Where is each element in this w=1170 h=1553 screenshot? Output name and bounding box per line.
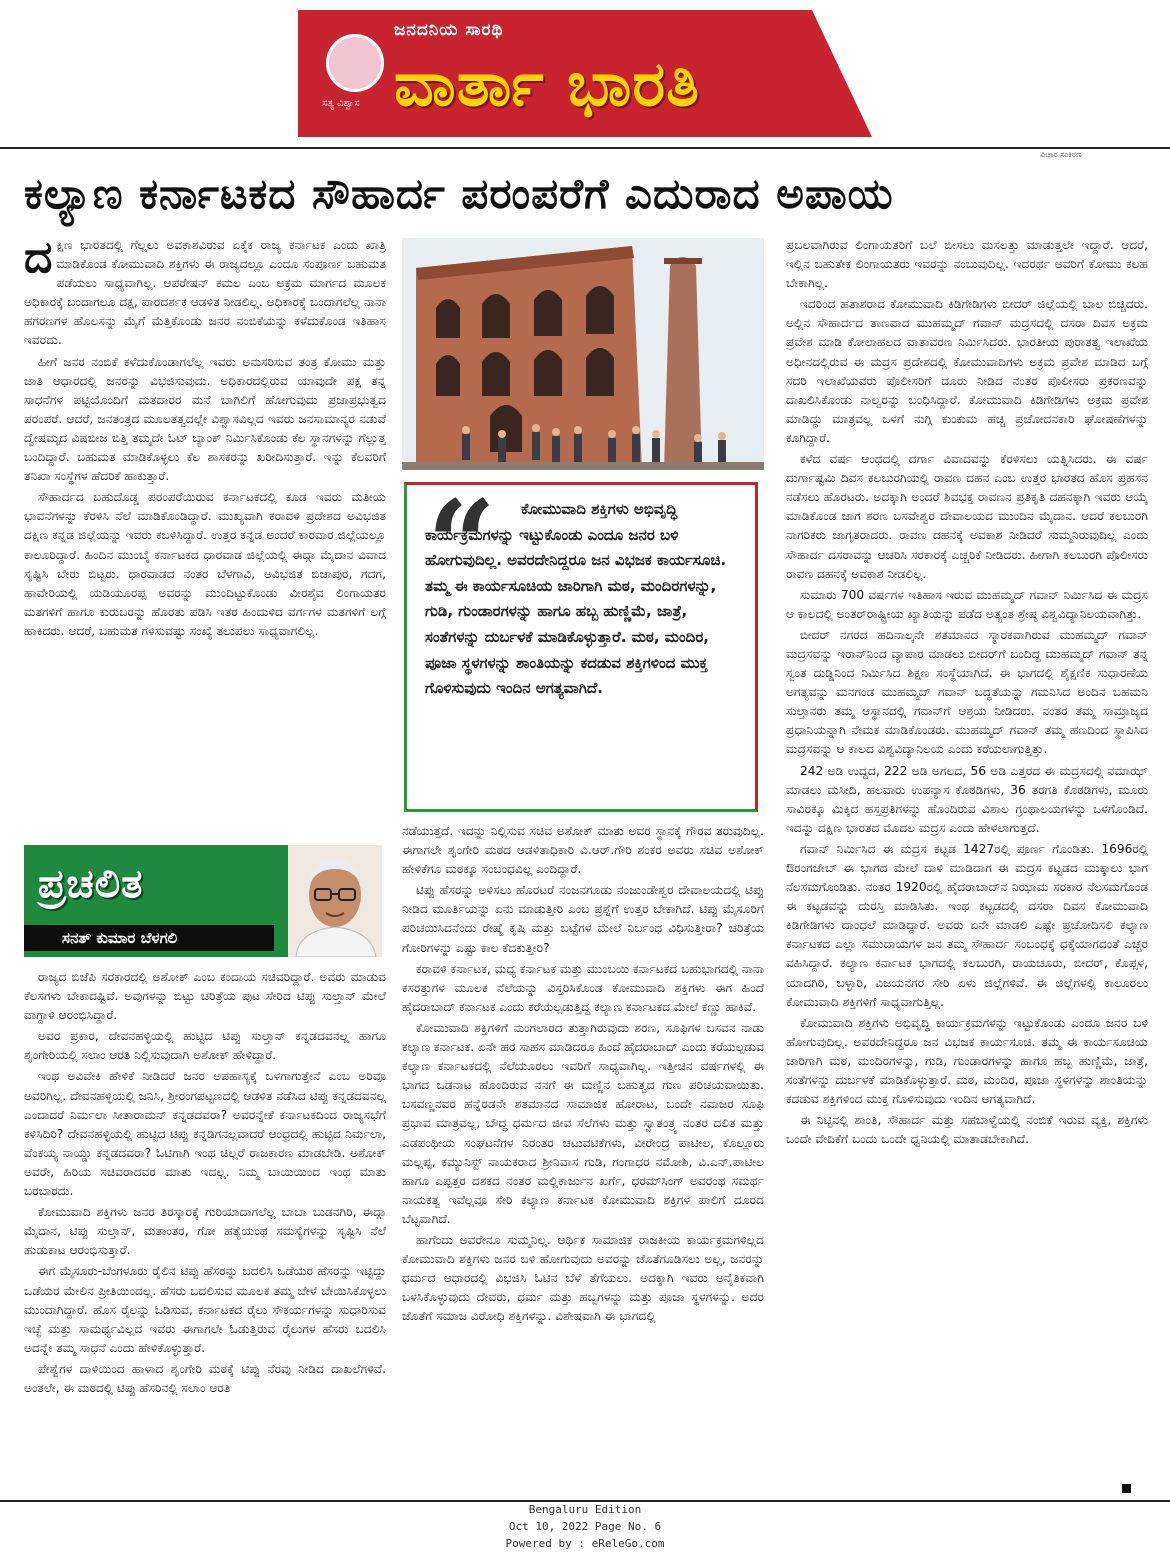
footer-date-page: Oct 10, 2022 Page No. 6	[508, 1520, 662, 1533]
paragraph: ಈಗ ಮೈಸೂರು-ಬೆಂಗಳೂರು ರೈಲಿನ ಟಿಪ್ಪು ಹೆಸರನ್ನು ಬದಲಿಸಿ ಒಡೆಯರ ಹೆಸರನ್ನು ಇಟ್ಟಿದ್ದು ಒಡೆಯರ ಮೇಲಿನ ಪ್ರೀತಿಯಿಂದಲ್ಲ. ಹೆಸರು ಬದಲಿಸುವ ಮೂಲಕ ತಮ್ಮ ಬೇಳೆ ಬೇಯಿಸಿಕೊಳ್ಳಲು ಮುಂದಾಗಿದ್ದಾರೆ. ಹೊಸ ರೈಲನ್ನು ಓಡಿಸುವ, ಕರ್ನಾಟಕದ ರೈಲು ಸೌಕರ್ಯಗಳನ್ನು ಸುಧಾರಿಸುವ ಇಚ್ಛೆ ಮತ್ತು ಸಾಮರ್ಥ್ಯವಿಲ್ಲದ ಇವರು ಈಗಾಗಲೇ ಓಡುತ್ತಿರುವ ರೈಲುಗಳ ಹೆಸರು ಬದಲಿಸಿ ಅದನ್ನೇ ತಮ್ಮ ಸಾಧನೆ ಎಂದು ಹೇಳಿಕೊಳ್ಳುತ್ತಾರೆ.	[24, 1264, 386, 1355]
column-author: ಸನತ್ ಕುಮಾರ ಬೆಳಗಲಿ	[62, 929, 178, 947]
section-tag: ವಿಚಾರ ಸಂಕಿರಣ	[1040, 150, 1082, 159]
article-end-mark	[1122, 1484, 1131, 1493]
masthead-tagline: ಜನದನಿಯ ಸಾರಥಿ	[394, 20, 504, 40]
paragraph: ಕ್ಷಿಣ ಭಾರತದಲ್ಲಿ ಗೆಲ್ಲಲು ಅವಕಾಶವಿರುವ ಏಕೈಕ ರಾಜ್ಯ ಕರ್ನಾಟಕ ಎಂದು ಖಾತ್ರಿ ಮಾಡಿಕೊಂಡ ಕೋಮುವಾದಿ ಶಕ್ತಿಗಳು ಈ ರಾಜ್ಯದಲ್ಲೂ ಎಂದೂ ಸಂಪೂರ್ಣ ಬಹುಮತ ಪಡೆಯಲು ಸಾಧ್ಯವಾಗಿಲ್ಲ. ಆಪರೇಷನ್ ಕಮಲ ಎಂಬ ಅಕ್ರಮ ಮಾರ್ಗದ ಮೂಲಕ ಅಧಿಕಾರಕ್ಕೆ ಬಂದಾಗಲೂ ದಕ್ಷ, ಪಾರದರ್ಶಕ ಆಡಳಿತ ನೀಡಲಿಲ್ಲ. ಅಧಿಕಾರಕ್ಕೆ ಬಂದಾಗಲೆಲ್ಲ ನಾನಾ ಹಗರಣಗಳ ಹೊಲಸನ್ನು ಮೈಗೆ ಮೆತ್ತಿಕೊಂಡು ಜನರ ನಂಬಿಕೆಯನ್ನು ಕಳೆದುಕೊಂಡ ಇತಿಹಾಸ ಇವರದು.	[24, 238, 386, 348]
globe-logo-icon	[326, 34, 384, 92]
paragraph: ಇಂಥ ಅವಿವೇಕಿ ಹೇಳಿಕೆ ನೀಡಿದರೆ ಜನರ ಅಪಹಾಸ್ಯಕ್ಕೆ ಒಳಗಾಗುತ್ತೇನೆ ಎಂಬ ಅರಿವೂ ಅವರಿಗಿಲ್ಲ. ದೇವನಹಳ್ಳಿಯಲ್ಲಿ ಜನಿಸಿ, ಶ್ರೀರಂಗಪಟ್ಟಣದಲ್ಲಿ ಆಡಳಿತ ನಡೆಸಿದ ಟಿಪ್ಪು ಕನ್ನಡದವನಲ್ಲ ಎಂದಾದರೆ ನಿರ್ಮಲಾ ಸೀತಾರಾಮನ್ ಕನ್ನಡದವರಾ? ಅವರನ್ನೇಕೆ ಕರ್ನಾಟಕದಿಂದ ರಾಜ್ಯಸಭೆಗೆ ಕಳಿಸಿದಿರಿ? ದೇವನಹಳ್ಳಿಯಲ್ಲಿ ಹುಟ್ಟಿದ ಟಿಪ್ಪು ಕನ್ನಡಿಗನಲ್ಲವಾದರೆ ಆಂಧ್ರದಲ್ಲಿ ಹುಟ್ಟಿದ ನಿರ್ಮಲಾ, ವೆಂಕಯ್ಯ ನಾಯ್ಡು ಕನ್ನಡದವರಾ? ಓಟಿಗಾಗಿ ಇಂಥ ಚಿಲ್ಲರೆ ರಾಜಕಾರಣ ಮಾಡಬೇಡಿ. ಅಶೋಕ್ ಅವರೇ, ಹಿರಿಯ ಸಚಿವರಾದವರ ಮಾತು ಇದಲ್ಲ. ನಿಮ್ಮ ಬಾಯಿಯಿಂದ ಇಂಥ ಮಾತು ಬರಬಾರದು.	[24, 1069, 386, 1199]
footer-divider	[0, 1500, 1170, 1502]
header-divider	[0, 147, 1170, 149]
masthead-logo	[298, 10, 872, 137]
paragraph: ಟಿಪ್ಪು ಹೆಸರನ್ನು ಅಳಿಸಲು ಹೊರಟರೆ ನಂಜನಗೂಡು ನಂಜುಂಡೇಶ್ವರ ದೇವಾಲಯದಲ್ಲಿ ಟಿಪ್ಪು ನೀಡಿದ ಮೂರ್ತಿಯನ್ನು ಏನು ಮಾಡುತ್ತೀರಿ ಎಂಬ ಪ್ರಶ್ನೆಗೆ ಉತ್ತರ ಬೇಕಾಗಿದೆ. ಟಿಪ್ಪು ಮೈಸೂರಿಗೆ ಪರಿಚಯಿಸಿದನೆಂದು ರೇಷ್ಮೆ ಕೃಷಿ ಮತ್ತು ಬಟ್ಟೆಗಳ ಮೇಲೆ ನಿರ್ಬಂಧ ವಿಧಿಸುತ್ತೀರಾ? ಚರಿತ್ರೆಯ ಗೋರಿಗಳನ್ನು ಎಷ್ಟು ಕಾಲ ಕೆದಕುತ್ತೀರಿ?	[402, 883, 764, 955]
paragraph: 242 ಅಡಿ ಉದ್ದದ, 222 ಅಡಿ ಅಗಲದ, 56 ಅಡಿ ಎತ್ತರದ ಈ ಮದ್ರಸದಲ್ಲಿ ನಮಾಝ್ ಮಾಡಲು ಮಸೀದಿ, ಹಲವಾರು ಉಪನ್ಯಾಸ ಕೊಠಡಿಗಳು, 36 ತರಗತಿ ಕೊಠಡಿಗಳು, ಮೂರು ಸಾವಿರಕ್ಕೂ ಮಿಕ್ಕಿದ ಹಸ್ತಪ್ರತಿಗಳನ್ನು ಹೊಂದಿರುವ ವಿಶಾಲ ಗ್ರಂಥಾಲಯಗಳನ್ನು ಒಳಗೊಂಡಿದೆ. ಇದನ್ನು ದಕ್ಷಿಣ ಭಾರತದ ಮೊದಲ ಮದ್ರಸ ಎಂದು ಹೇಳಲಾಗುತ್ತದೆ.	[786, 763, 1148, 835]
paragraph: ಸೌಹಾರ್ದದ ಬಹುದೊಡ್ಡ ಪರಂಪರೆಯಿರುವ ಕರ್ನಾಟಕದಲ್ಲಿ ಕೂಡ ಇವರು ಮತೀಯ ಭಾವನೆಗಳನ್ನು ಕೆರಳಿಸಿ ನೆಲೆ ಮಾಡಿಕೊಂಡಿದ್ದಾರೆ. ಮುಖ್ಯವಾಗಿ ಕರಾವಳಿ ಪ್ರದೇಶದ ಅವಿಭಜಿತ ದಕ್ಷಿಣ ಕನ್ನಡ ಜಿಲ್ಲೆಯನ್ನು ಇವರು ಕಬಳಿಸಿದ್ದಾರೆ. ಉತ್ತರ ಕನ್ನಡ ಅಂದರೆ ಕಾರವಾರ ಜಿಲ್ಲೆಯಲ್ಲೂ ಕಾಲೂರಿದ್ದಾರೆ. ಹಿಂದಿನ ಮುಂಬೈ ಕರ್ನಾಟಕದ ಧಾರವಾಡ ಜಿಲ್ಲೆಯಲ್ಲಿ ಈದ್ಗಾ ಮೈದಾನ ವಿವಾದ ಸೃಷ್ಟಿಸಿ ಬೇರು ಬಿಟ್ಟರು. ಧಾರವಾಡದ ನಂತರ ಬೆಳಗಾವಿ, ಅವಿಭಜಿತ ಬಿಜಾಪುರ, ಗದಗ, ಹಾವೇರಿಯಲ್ಲಿ ಯಡಿಯೂರಪ್ಪ ಅವರನ್ನು ಮುಂದಿಟ್ಟುಕೊಂಡು ವೀರಶೈವ ಲಿಂಗಾಯತರ ಮತಗಳಿಗೆ ಹಾಗೂ ಕುರುಬರನ್ನು ಹೊರತು ಪಡಿಸಿ ಇತರ ಹಿಂದುಳಿದ ವರ್ಗಗಳ ಮತಗಳಿಗೆ ಲಗ್ಗೆ ಹಾಕಿದರು. ಆದರೆ, ಬಹುಮತ ಗಳಿಸುವಷ್ಟು ಸಂಖ್ಯೆ ತಲುಪಲು ಸಾಧ್ಯವಾಗಲಿಲ್ಲ.	[24, 490, 386, 638]
pull-quote-text: ಕೋಮುವಾದಿ ಶಕ್ತಿಗಳು ಅಭಿವೃದ್ಧಿ ಕಾರ್ಯಕ್ರಮಗಳನ್ನು ಇಟ್ಟುಕೊಂಡು ಎಂದೂ ಜನರ ಬಳಿ ಹೋಗುವುದಿಲ್ಲ. ಅವರದೇನಿದ್ದರೂ ಜನ ವಿಭಜಕ ಕಾರ್ಯಸೂಚಿ. ತಮ್ಮ ಈ ಕಾರ್ಯಸೂಚಿಯ ಜಾರಿಗಾಗಿ ಮಠ, ಮಂದಿರಗಳನ್ನು, ಗುಡಿ, ಗುಂಡಾರಗಳನ್ನು ಹಾಗೂ ಹಬ್ಬ ಹುಣ್ಣಿಮೆ, ಜಾತ್ರೆ, ಸಂತೆಗಳನ್ನು ದುರ್ಬಳಕೆ ಮಾಡಿಕೊಳ್ಳುತ್ತಾರೆ. ಮಠ, ಮಂದಿರ, ಪೂಜಾ ಸ್ಥಳಗಳನ್ನು ಶಾಂತಿಯನ್ನು ಕದಡುವ ಶಕ್ತಿಗಳಿಂದ ಮುಕ್ತ ಗೊಳಿಸುವುದು ಇಂದಿನ ಅಗತ್ಯವಾಗಿದೆ.	[425, 500, 727, 698]
article-column-1-bottom	[24, 968, 386, 1498]
paragraph: ಅವರ ಪ್ರಕಾರ, ದೇವನಹಳ್ಳಿಯಲ್ಲಿ ಹುಟ್ಟಿದ ಟಿಪ್ಪು ಸುಲ್ತಾನ್ ಕನ್ನಡದವನಲ್ಲ ಹಾಗೂ ಶೃಂಗೇರಿಯಲ್ಲಿ ಸಲಾಂ ಆರತಿ ನಿಲ್ಲಿಸುವುದಾಗಿ ಅಶೋಕ್ ಹೇಳಿದ್ದಾರೆ.	[24, 1029, 386, 1063]
paragraph: ಬೀದರ್ ನಗರದ ಹದಿನಾಲ್ಕನೇ ಶತಮಾನದ ಸ್ಮಾರಕವಾಗಿರುವ ಮುಹಮ್ಮದ್ ಗವಾನ್ ಮದ್ರಸವನ್ನು ಇರಾನ್‌ನಿಂದ ವ್ಯಾಪಾರ ಮಾಡಲು ಬೀದರ್‌ಗೆ ಬಂದಿದ್ದ ಮುಹಮ್ಮದ್ ಗವಾನ್ ತನ್ನ ಸ್ವಂತ ದುಡ್ಡಿನಿಂದ ನಿರ್ಮಿಸಿದ ಶಿಕ್ಷಣ ಸಂಸ್ಥೆಯಾಗಿದೆ. ಈ ಭಾಗದಲ್ಲಿ ಶೈಕ್ಷಣಿಕ ಸುಧಾರಣೆಯ ಅಗತ್ಯವನ್ನು ಮನಗಂಡ ಮುಹಮ್ಮದ್ ಗವಾನ್ ಬದ್ಧತೆಯನ್ನು ಗಮನಿಸಿದ ಅಂದಿನ ಬಹಮನಿ ಸುಲ್ತಾನರು ತಮ್ಮ ಆಸ್ಥಾನದಲ್ಲಿ ಗವಾನ್‌ಗೆ ಆಶ್ರಯ ನೀಡಿದರು. ನಂತರ ತಮ್ಮ ಸಾಮ್ರಾಜ್ಯದ ಪ್ರಧಾನಿಯನ್ನಾಗಿ ನೇಮಕ ಮಾಡಿಕೊಂಡರು. ಮುಹಮ್ಮದ್ ಗವಾನ್ ತಮ್ಮ ಹಣದಿಂದ ಸ್ಥಾಪಿಸಿದ ಮದ್ರಸವನ್ನು ಆ ಕಾಲದ ವಿಶ್ವವಿದ್ಯಾನಿಲಯ ಎಂದು ಕರೆಯಲಾಗುತ್ತಿತ್ತು.	[786, 627, 1148, 757]
author-portrait	[288, 845, 382, 957]
paragraph: ಸುಮಾರು 700 ವರ್ಷಗಳ ಇತಿಹಾಸ ಇರುವ ಮುಹಮ್ಮದ್ ಗವಾನ್ ನಿರ್ಮಿಸಿದ ಈ ಮದ್ರಸ ಆ ಕಾಲದಲ್ಲಿ ಅಂತರ್‌ರಾಷ್ಟ್ರೀಯ ಖ್ಯಾತಿಯನ್ನು ಪಡೆದ ಅತ್ಯಂತ ಶ್ರೇಷ್ಠ ವಿಶ್ವವಿದ್ಯಾನಿಲಯವಾಗಿತ್ತು.	[786, 587, 1148, 621]
paragraph: ಪ್ರಬಲವಾಗಿರುವ ಲಿಂಗಾಯತರಿಗೆ ಬಲೆ ಬೀಸಲು ಮಸಲತ್ತು ಮಾಡುತ್ತಲೇ ಇದ್ದಾರೆ. ಆದರೆ, ಇಲ್ಲಿನ ಬಹುತೇಕ ಲಿಂಗಾಯತರು ಇವರನ್ನು ನಂಬುವುದಿಲ್ಲ. ಇದರರ್ಥ ಅವರಿಗೆ ಕೋಮು ಕಲಹ ಬೇಕಾಗಿಲ್ಲ.	[786, 238, 1148, 291]
footer-edition: Bengaluru Edition	[528, 1503, 642, 1516]
paragraph: ಪೇಶ್ವೆಗಳ ದಾಳಿಯಿಂದ ಹಾಳಾದ ಶೃಂಗೇರಿ ಮಠಕ್ಕೆ ಟಿಪ್ಪು ನೆರವು ನೀಡಿದ ದಾಖಲೆಗಳಿವೆ. ಅಂತಲೇ, ಈ ಮಠದಲ್ಲಿ ಟಿಪ್ಪು ಹೆಸರಿನಲ್ಲಿ ಸಲಾಂ ಆರತಿ	[24, 1361, 386, 1395]
footer-powered-by-link[interactable]: Powered by : eReleGo.com	[505, 1537, 665, 1550]
column-title: ಪ್ರಚಲಿತ	[38, 861, 144, 907]
paragraph: ಕೋಮುವಾದಿ ಶಕ್ತಿಗಳಿಗೆ ನುಂಗಲಾರದ ತುತ್ತಾಗಿರುವುದು ಶರಣ, ಸೂಫಿಗಳ ಬಸವನ ನಾಡು ಕಲ್ಯಾಣ ಕರ್ನಾಟಕ. ಏನೇ ಹರ ಸಾಹಸ ಮಾಡಿದರೂ ಹಿಂದೆ ಹೈದರಾಬಾದ್ ಎಂದು ಕರೆಯಲ್ಪಡುವ ಕಲ್ಯಾಣ ಕರ್ನಾಟಕದಲ್ಲಿ ನೆಲೆಯೂರಲು ಇವರಿಗೆ ಸಾಧ್ಯವಾಗಿಲ್ಲ. ಇತ್ತೀಚಿನ ವರ್ಷಗಳಲ್ಲಿ ಈ ಭಾಗದ ಒಡನಾಟ ಹೊಂದಿರುವ ನನಗೆ ಈ ಮಣ್ಣಿನ ಬಹುತ್ವದ ಗುಣ ಪರಿಚಯವಾಯಿತು. ಬಸವಣ್ಣನವರ ಹನ್ನೆರಡನೇ ಶತಮಾನದ ಸಾಮಾಜಿಕ ಹೋರಾಟ, ಬಂದೇ ನವಾಜರ ಸೂಫಿ ಪ್ರಭಾವ ಮಾತ್ರವಲ್ಲ, ಬೌದ್ಧ ಧರ್ಮದ ಜೀವ ಸೆಲೆಗಳು ಮತ್ತು ಸ್ವಾತಂತ್ರ್ಯ ನಂತರ ದಲಿತ ಮತ್ತು ಎಡಪಂಥೀಯ ಸಂಘಟನೆಗಳ ನಿರಂತರ ಚಟುವಟಿಕೆಗಳು, ವೀರೇಂದ್ರ ಪಾಟೀಲ, ಕೊಲ್ಲೂರು ಮಲ್ಲಪ್ಪ, ಕಮ್ಯುನಿಸ್ಟ್ ನಾಯಕರಾದ ಶ್ರೀನಿವಾಸ ಗುಡಿ, ಗಂಗಾಧರ ನಮೋಶಿ, ವಿ.ಎನ್.ಪಾಟೀಲ ಹಾಗೂ ಎಪ್ಪತ್ತರ ದಶಕದ ನಂತರ ಮಲ್ಲಿಕಾರ್ಜುನ ಖರ್ಗೆ, ಧರಮ್‌ಸಿಂಗ್ ಅವರಂಥ ಸಮರ್ಥ ನಾಯಕತ್ವ ಇವೆಲ್ಲವೂ ಸೇರಿ ಕಲ್ಯಾಣ ಕರ್ನಾಟಕ ಕೋಮುವಾದಿ ಶಕ್ತಿಗಳ ಪಾಲಿಗೆ ದೂರದ ಬೆಟ್ಟವಾಗಿದೆ.	[402, 1020, 764, 1226]
paragraph: ಹಾಗೆಂದು ಅವರೇನೂ ಸುಮ್ಮನಿಲ್ಲ. ಆರ್ಥಿಕ ಸಾಮಾಜಿಕ ರಾಜಕೀಯ ಕಾರ್ಯಕ್ರಮಗಳಿಲ್ಲದ ಕೋಮುವಾದಿ ಶಕ್ತಿಗಳು ಜನರ ಬಳಿ ಹೋಗುವುದು ಅವರನ್ನು ಜೊತೆಗೂಡಿಸಲು ಅಲ್ಲ, ಜನರನ್ನು ಧರ್ಮದ ಆಧಾರದಲ್ಲಿ ವಿಭಜಿಸಿ ಓಟಿನ ಬೆಳೆ ತೆಗೆಯಲು. ಅದಕ್ಕಾಗಿ ಇವರು ಅನೈತಿಕವಾಗಿ ಬಳಸಿಕೊಳ್ಳುವುದು ದೇವರು, ಧರ್ಮ ಮತ್ತು ಹಬ್ಬಗಳನ್ನು ಮತ್ತು ಪೂಜಾ ಸ್ಥಳಗಳನ್ನು. ಅದರ ಜೊತೆಗೆ ಸಮಾಜ ವಿರೋಧಿ ಶಕ್ತಿಗಳನ್ನು. ವಿಶೇಷವಾಗಿ ಈ ಭಾಗದಲ್ಲಿ	[402, 1232, 764, 1324]
drop-cap: ದ	[24, 236, 53, 283]
article-headline: ಕಲ್ಯಾಣ ಕರ್ನಾಟಕದ ಸೌಹಾರ್ದ ಪರಂಪರೆಗೆ ಎದುರಾದ ಅಪಾಯ	[24, 169, 894, 218]
paragraph: ಹೀಗೆ ಜನರ ನಂಬಿಕೆ ಕಳೆದುಕೊಂಡಾಗಲೆಲ್ಲ ಇವರು ಅನುಸರಿಸುವ ತಂತ್ರ ಕೋಮು ಮತ್ತು ಜಾತಿ ಆಧಾರದಲ್ಲಿ ಜನರನ್ನು ವಿಭಜಿಸುವುದು. ಅಧಿಕಾರದಲ್ಲಿರುವ ಯಾವುದೇ ಪಕ್ಷ ತನ್ನ ಸಾಧನೆಗಳ ಪಟ್ಟಿಯೊಂದಿಗೆ ಮತದಾರರ ಮನೆ ಬಾಗಿಲಿಗೆ ಹೋಗುವುದು ಪ್ರಜಾಪ್ರಭುತ್ವದ ಪರಂಪರೆ. ಆದರೆ, ಜನತಂತ್ರದ ಮೂಲತತ್ವದಲ್ಲೇ ವಿಶ್ವಾಸವಿಲ್ಲದ ಇವರು ಜನಸಾಮಾನ್ಯರ ನಡುವೆ ದ್ವೇಷಮೃದ ವಿಷಬೀಜ ಬಿತ್ತಿ ತಮ್ಮದೇ ಓಟ್ ಬ್ಯಾಂಕ್ ನಿರ್ಮಿಸಿಕೊಂಡು ಕೆಲ ಸ್ಥಾನಗಳನ್ನು ಗೆಲ್ಲುತ್ತ ಬಂದಿದ್ದಾರೆ. ಬಹುಮತ ಮಾಡಿಕೊಳ್ಳಲು ಕೆಲ ಶಾಸಕರನ್ನು ಖರೀದಿಸುತ್ತಾರೆ. ಇನ್ನು ಕೆಲವರಿಗೆ ತನಿಖಾ ಸಂಸ್ಥೆಗಳ ಹೆದರಿಕೆ ಹಾಕುತ್ತಾರೆ.	[24, 354, 386, 484]
paragraph: ಈ ನಿಟ್ಟಿನಲ್ಲಿ ಶಾಂತಿ, ಸೌಹಾರ್ದ ಮತ್ತು ಸಹಬಾಳ್ವೆಯಲ್ಲಿ ನಂಬಿಕೆ ಇರುವ ವ್ಯಕ್ತಿ, ಶಕ್ತಿಗಳು ಒಂದೇ ವೇದಿಕೆಗೆ ಬಂದು ಒಂದೇ ಧ್ವನಿಯಲ್ಲಿ ಮಾತಾಡಬೇಕಾಗಿದೆ.	[786, 1113, 1148, 1147]
article-column-1-top	[24, 236, 386, 828]
paragraph: ಕಳೆದ ವರ್ಷ ಆಂಧದಲ್ಲಿ ದರ್ಗಾ ವಿವಾದವನ್ನು ಕೆರಳಿಸಲು ಯತ್ನಿಸಿದರು. ಈ ವರ್ಷ ದುರ್ಗಾಷ್ಟಮಿ ದಿವಸ ಕಲಬುರಗಿಯಲ್ಲಿ ರಾವಣ ದಹನ ಎಂಬ ಉತ್ತರ ಭಾರತದ ಹೊಸ ಪ್ರಹಸನ ನಡೆಸಲು ಹೊರಟರು. ಅದಕ್ಕಾಗಿ ಅಂದರೆ ಶಿವಭಕ್ತ ರಾವಣನ ಪ್ರತಿಕೃತಿ ದಹನಕ್ಕಾಗಿ ಇವರು ಆಯ್ಕೆ ಮಾಡಿಕೊಂಡ ಜಾಗ ಶರಣ ಬಸವೇಶ್ವರ ದೇವಾಲಯದ ಮುಂದಿನ ಮೈದಾನ. ಆದರೆ ಕಲಬುರಗಿ ನಾಗರಿಕರು ಜಾಗೃತರಾದರು. ರಾವಣ ದಹನಕ್ಕೆ ಅವಕಾಶ ನೀಡಿದರೆ ಸುಮ್ಮನಿರುವುದಿಲ್ಲ ಎಂದು ಸೌಹಾರ್ದ ದಸರಾವನ್ನು ಆಚರಿಸಿ ಸರಕಾರಕ್ಕೆ ಎಚ್ಚರಿಕೆ ನೀಡಿದರು. ಹೀಗಾಗಿ ಕಲಬುರಗಿ ಪೊಲೀಸರು ರಾವಣ ದಹನಕ್ಕೆ ಅವಕಾಶ ನೀಡಲಿಲ್ಲ.	[786, 452, 1148, 581]
paragraph: ಗವಾನ್ ನಿರ್ಮಿಸಿದ ಈ ಮದ್ರಸ ಕಟ್ಟಡ 1427ರಲ್ಲಿ ಪೂರ್ಣ ಗೊಂಡಿತು. 1696ರಲ್ಲಿ ಔರಂಗಜೇಬ್ ಈ ಭಾಗದ ಮೇಲೆ ದಾಳಿ ಮಾಡಿದಾಗ ಈ ಮದ್ರಸ ಕಟ್ಟಡದ ಮುಕ್ಕಾಲು ಭಾಗ ನೆಲಸಮಗೊಂಡಿತು. ನಂತರ 1920ರಲ್ಲಿ ಹೈದರಾಬಾದ್‌ನ ನಿಝಾಮ ಸರಕಾರ ನೆಲಸಮಗೊಂಡ ಈ ಕಟ್ಟಡವನ್ನು ದುರಸ್ತಿ ಮಾಡಿಸಿತು. ಇಂಥ ಕಟ್ಟಡದಲ್ಲಿ ದಸರಾ ದಿವಸ ಕೋಮುವಾದಿ ಕಿಡಿಗೇಡಿಗಳು ದಾಂಧಲೆ ಮಾಡಿದ್ದಾರೆ. ಅವರು ಏನೇ ಮಾಡಲಿ ಎಷ್ಟೇ ಪ್ರಚೋದಿಸಲಿ ಕಲ್ಯಾಣ ಕರ್ನಾಟಕದ ಎಲ್ಲಾ ಸಮುದಾಯಗಳ ಜನ ತಮ್ಮ ಸೌಹಾರ್ದ ಸಂಬಂಧಕ್ಕೆ ಧಕ್ಕೆಯಾಗದಂತೆ ಎಚ್ಚರ ವಹಿಸಿದ್ದಾರೆ. ಕಲ್ಯಾಣ ಕರ್ನಾಟಕ ಭಾಗದಲ್ಲಿ ಕಲಬುರಗಿ, ರಾಯಚೂರು, ಬೀದರ್, ಕೊಪ್ಪಳ, ಯಾದಗಿರಿ, ಬಳ್ಳಾರಿ, ವಿಜಯನಗರ ಸೇರಿ ಏಳು ಜಿಲ್ಲೆಗಳಿವೆ. ಈ ಜಿಲ್ಲೆಗಳಲ್ಲಿ ಕಾಲೂರಲು ಕೋಮುವಾದಿ ಶಕ್ತಿಗಳಿಗೆ ಸಾಧ್ಯವಾಗುತ್ತಿಲ್ಲ.	[786, 841, 1148, 1009]
paragraph: ಇದರಿಂದ ಹತಾಶರಾದ ಕೋಮುವಾದಿ ಕಿಡಿಗೇಡಿಗಳು ಬೀದರ್ ಜಿಲ್ಲೆಯಲ್ಲಿ ಬಾಲ ಬಿಚ್ಚಿದರು. ಅಲ್ಲಿನ ಸೌಹಾರ್ದದ ತಾಣವಾದ ಮುಹಮ್ಮದ್ ಗವಾನ್ ಮದ್ರಸದಲ್ಲಿ ದಸರಾ ದಿವಸ ಅಕ್ರಮ ಪ್ರವೇಶ ಮಾಡಿ ಕೋಲಾಹಲದ ವಾತಾವರಣ ನಿರ್ಮಿಸಿದರು. ಭಾರತೀಯ ಪುರಾತತ್ವ ಇಲಾಖೆಯ ಅಧೀನದಲ್ಲಿರುವ ಈ ಮದ್ರಸ ಪ್ರದೇಶದಲ್ಲಿ ಕೋಮುವಾದಿಗಳು ಅಕ್ರಮ ಪ್ರವೇಶ ಮಾಡಿದ ಬಗ್ಗೆ ಸದರಿ ಇಲಾಖೆಯವರು ಪೊಲೀಸರಿಗೆ ದೂರು ನೀಡಿದ ನಂತರ ಪೊಲೀಸರು ಪ್ರಕರಣವನ್ನು ದಾಖಲಿಸಿಕೊಂಡು ನಾಲ್ವರನ್ನು ಬಂಧಿಸಿದ್ದಾರೆ. ಕೋಮುವಾದಿ ಕಿಡಿಗೇಡಿಗಳು ಅಕ್ರಮ ಪ್ರವೇಶ ಮಾಡಿದ್ದು ಮಾತ್ರವಲ್ಲ ಒಳಗೆ ನುಗ್ಗಿ ಕುಂಕುಮ ಹಚ್ಚಿ ಪ್ರಚೋದನಕಾರಿ ಘೋಷಣೆಗಳನ್ನು ಕೂಗಿದ್ದಾರೆ.	[786, 297, 1148, 445]
paragraph: ನಡೆಯುತ್ತದೆ. ಇದನ್ನು ನಿಲ್ಲಿಸುವ ಸಚಿವ ಅಶೋಕ್ ಮಾತು ಅವರ ಸ್ಥಾನಕ್ಕೆ ಗೌರವ ತರುವುದಿಲ್ಲ. ಈಗಾಗಲೇ ಶೃಂಗೇರಿ ಮಠದ ಆಡಳಿತಾಧಿಕಾರಿ ವಿ.ಆರ್.ಗೌರಿ ಶಂಕರ ಅವರು ಸಚಿವ ಅಶೋಕ್ ಹೇಳಿಕೆಗೂ ಮಠಕ್ಕೂ ಸಂಬಂಧವಿಲ್ಲ ಎಂದಿದ್ದಾರೆ.	[402, 824, 764, 877]
paragraph: ರಾಜ್ಯದ ಬಿಜೆಪಿ ಸರಕಾರದಲ್ಲಿ ಅಶೋಕ್ ಎಂಬ ಕಂದಾಯ ಸಚಿವರಿದ್ದಾರೆ. ಅವರು ಮಾಡುವ ಕೆಲಸಗಳು ಬೇಕಾದಷ್ಟಿವೆ. ಅವುಗಳನ್ನು ಬಿಟ್ಟು ಚರಿತ್ರೆಯ ಪುಟ ಸೇರಿದ ಟಿಪ್ಪು ಸುಲ್ತಾನ್ ಮೇಲೆ ವಾಗ್ದಾಳಿ ಆರಂಭಿಸಿದ್ದಾರೆ.	[24, 970, 386, 1023]
column-banner	[24, 845, 382, 957]
article-column-2	[402, 822, 764, 1498]
article-column-3	[786, 236, 1148, 1498]
madrasa-photo	[402, 238, 764, 470]
quote-mark-icon: “	[427, 474, 497, 615]
pull-quote-box	[404, 474, 758, 812]
paragraph: ಕೋಮುವಾದಿ ಶಕ್ತಿಗಳು ಅಭಿವೃದ್ಧಿ ಕಾರ್ಯಕ್ರಮಗಳನ್ನು ಇಟ್ಟುಕೊಂಡು ಎಂದೂ ಜನರ ಬಳಿ ಹೋಗುವುದಿಲ್ಲ. ಅವರದೇನಿದ್ದರೂ ಜನ ವಿಭಜಕ ಕಾರ್ಯಸೂಚಿ. ತಮ್ಮ ಈ ಕಾರ್ಯಸೂಚಿಯ ಜಾರಿಗಾಗಿ ಮಠ, ಮಂದಿರಗಳನ್ನು, ಗುಡಿ, ಗುಂಡಾರಗಳನ್ನು ಹಾಗೂ ಹಬ್ಬ ಹುಣ್ಣಿಮೆ, ಜಾತ್ರೆ, ಸಂತೆಗಳನ್ನು ದುರ್ಬಳಕೆ ಮಾಡಿಕೊಳ್ಳುತ್ತಾರೆ. ಮಠ, ಮಂದಿರ, ಪೂಜಾ ಸ್ಥಳಗಳನ್ನು ಶಾಂತಿಯನ್ನು ಕದಡುವ ಶಕ್ತಿಗಳಿಂದ ಮುಕ್ತ ಗೊಳಿಸುವುದು ಇಂದಿನ ಅಗತ್ಯವಾಗಿದೆ.	[786, 1015, 1148, 1107]
logo-motto: ಸತ್ಯ ವಿಶ್ವಾಸ	[322, 98, 360, 109]
paragraph: ಕರಾವಳಿ ಕರ್ನಾಟಕ, ಮಧ್ಯ ಕರ್ನಾಟಕ ಮತ್ತು ಮುಂಬಯಿ ಕರ್ನಾಟಕದ ಬಹುಭಾಗದಲ್ಲಿ ನಾನಾ ಕಸರತ್ತುಗಳ ಮೂಲಕ ನೆಲೆಯನ್ನು ವಿಸ್ತರಿಸಿಕೊಂಡ ಕೋಮುವಾದಿ ಶಕ್ತಿಗಳು ಈಗ ಹಿಂದೆ ಹೈದರಾಬಾದ್ ಕರ್ನಾಟಕ ಎಂದು ಕರೆಯಲ್ಪಡುತ್ತಿದ್ದ ಕಲ್ಯಾಣ ಕರ್ನಾಟಕದ ಮೇಲೆ ಕಣ್ಣು ಹಾಕಿವೆ.	[402, 961, 764, 1014]
paragraph: ಕೋಮುವಾದಿ ಶಕ್ತಿಗಳು ಜನರ ತಿರಸ್ಕಾರಕ್ಕೆ ಗುರಿಯಾದಾಗಲೆಲ್ಲ ಬಾಬಾ ಬುಡನಗಿರಿ, ಈದ್ಗಾ ಮೈದಾನ, ಟಿಪ್ಪು ಸುಲ್ತಾನ್, ಮತಾಂತರ, ಗೋ ಹತ್ಯೆಯಂಥ ಸಮಸ್ಯೆಗಳನ್ನು ಸೃಷ್ಟಿಸಿ ನೆಲೆ ಹುಡುಕಾಟ ಆರಂಭಿಸುತ್ತಾರೆ.	[24, 1205, 386, 1258]
newspaper-name: ವಾರ್ತಾ ಭಾರತಿ	[394, 47, 701, 120]
